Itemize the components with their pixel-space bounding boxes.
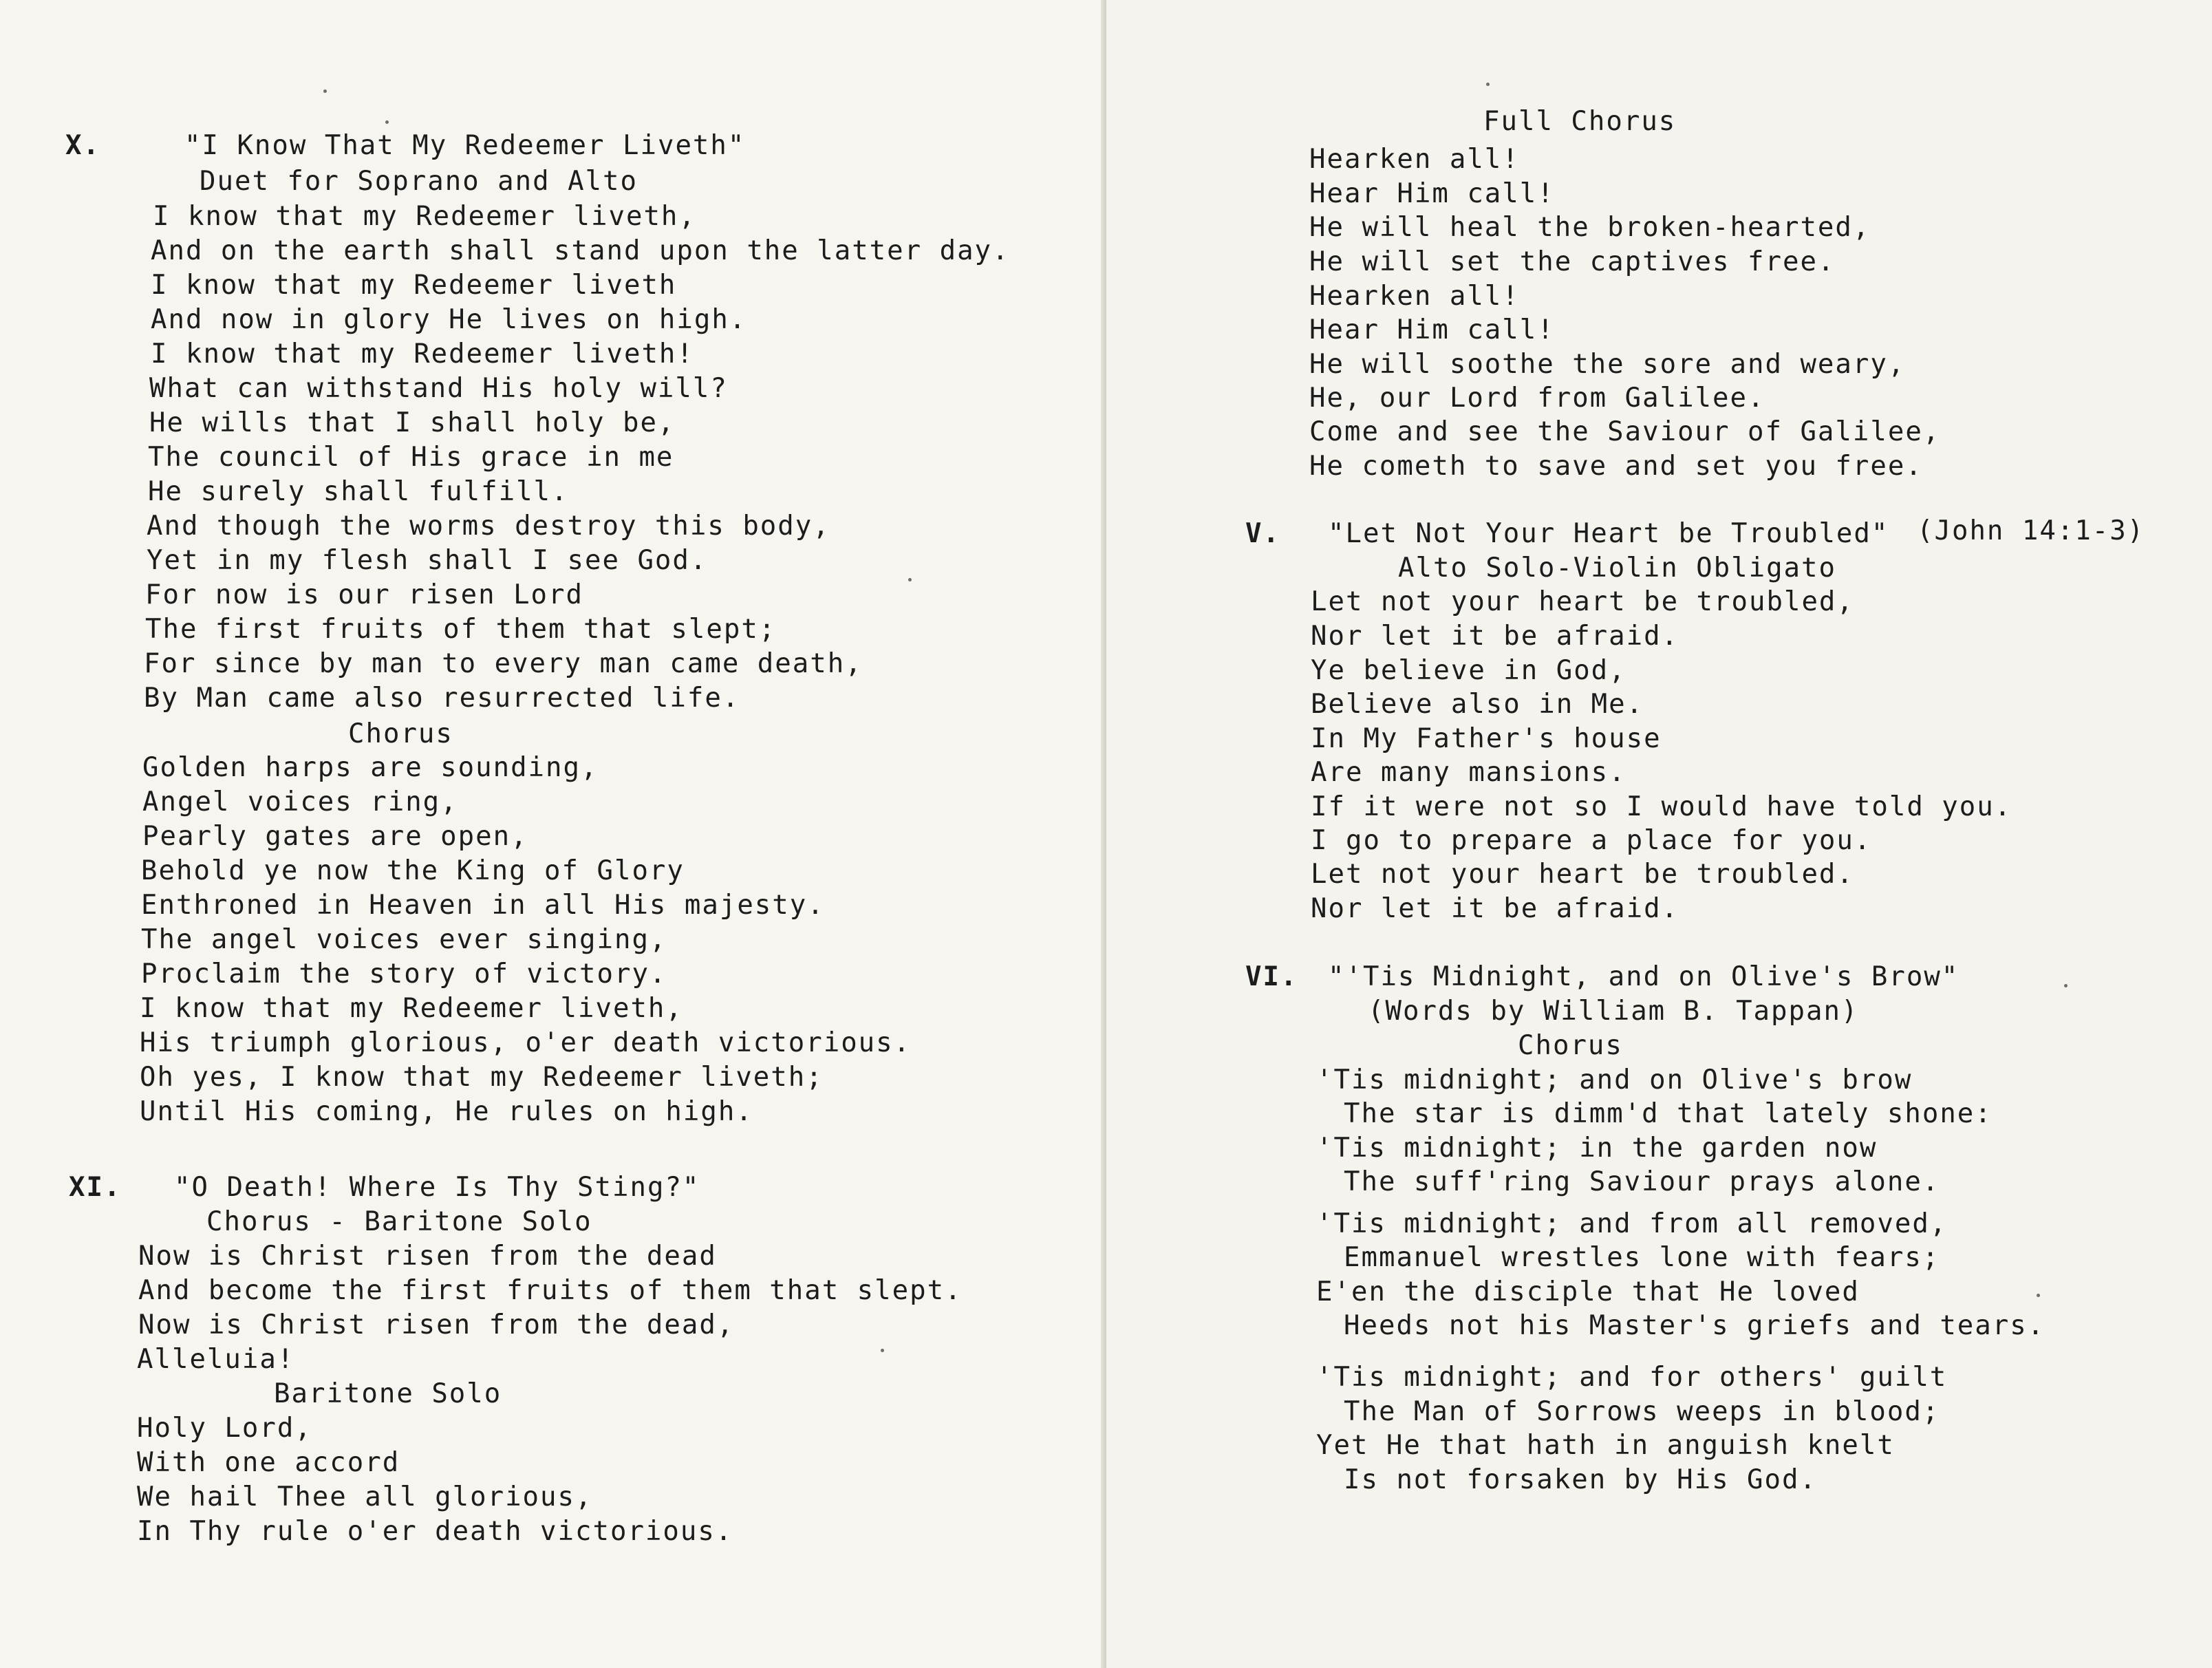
section-title: "O Death! Where Is Thy Sting?" (174, 1172, 700, 1203)
ink-speck (881, 1349, 884, 1352)
lyric-line: Yet in my flesh shall I see God. (147, 545, 708, 576)
lyric-line: For since by man to every man came death, (144, 648, 863, 679)
lyric-line: The angel voices ever singing, (141, 924, 667, 955)
lyric-line: We hail Thee all glorious, (137, 1482, 593, 1512)
words-credit: (Words by William B. Tappan) (1368, 996, 1859, 1027)
lyric-line: I know that my Redeemer liveth, (140, 993, 683, 1024)
lyric-line: He cometh to save and set you free. (1309, 451, 1923, 482)
lyric-line: And now in glory He lives on high. (151, 304, 747, 335)
section-title: "I Know That My Redeemer Liveth" (184, 130, 746, 161)
lyric-line: Hearken all! (1309, 281, 1520, 312)
section-number: XI. (69, 1172, 122, 1203)
lyric-line: Angel voices ring, (142, 787, 458, 817)
right-page (1106, 0, 2212, 1668)
lyric-line: By Man came also resurrected life. (144, 683, 740, 714)
lyric-line: The Man of Sorrows weeps in blood; (1344, 1396, 1940, 1427)
lyric-line: Heeds not his Master's griefs and tears. (1344, 1310, 2045, 1341)
lyric-line: In Thy rule o'er death victorious. (137, 1516, 733, 1547)
lyric-line: Are many mansions. (1311, 757, 1626, 788)
lyric-line: Now is Christ risen from the dead, (138, 1309, 735, 1340)
section-subtitle: Alto Solo-Violin Obligato (1398, 553, 1836, 584)
lyric-line: Behold ye now the King of Glory (141, 855, 685, 886)
lyric-line: If it were not so I would have told you. (1311, 791, 2012, 822)
section-subtitle: Chorus - Baritone Solo (206, 1206, 592, 1237)
lyric-line: Is not forsaken by His God. (1344, 1464, 1817, 1495)
lyric-line: The suff'ring Saviour prays alone. (1344, 1166, 1940, 1197)
lyric-line: Yet He that hath in anguish knelt (1316, 1430, 1895, 1461)
section-subtitle: Duet for Soprano and Alto (200, 166, 638, 197)
lyric-line: Alleluia! (137, 1344, 295, 1375)
lyric-line: Enthroned in Heaven in all His majesty. (141, 890, 825, 921)
section-subtitle: Chorus (1518, 1030, 1623, 1061)
lyric-line: For now is our risen Lord (145, 579, 583, 610)
lyric-line: I know that my Redeemer liveth! (151, 339, 694, 370)
lyric-line: And though the worms destroy this body, (147, 511, 830, 542)
lyric-line: Holy Lord, (137, 1413, 312, 1444)
lyric-line: Nor let it be afraid. (1311, 621, 1679, 652)
lyric-line: His triumph glorious, o'er death victorious. (140, 1027, 912, 1058)
lyric-line: He will heal the broken-hearted, (1309, 212, 1871, 243)
lyric-line: Pearly gates are open, (142, 821, 528, 852)
lyric-line: Emmanuel wrestles lone with fears; (1344, 1242, 1940, 1273)
section-number: X. (65, 130, 100, 161)
chorus-heading: Chorus (348, 718, 453, 749)
lyric-line: Hear Him call! (1309, 178, 1555, 209)
ink-speck (908, 578, 912, 581)
lyric-line: E'en the disciple that He loved (1316, 1276, 1860, 1307)
lyric-line: In My Father's house (1311, 723, 1662, 754)
lyric-line: And become the first fruits of them that slept. (138, 1275, 963, 1306)
lyric-line: 'Tis midnight; and for others' guilt (1316, 1362, 1948, 1393)
ink-speck (2064, 984, 2068, 987)
lyric-line: Proclaim the story of victory. (141, 959, 667, 990)
lyric-line: I know that my Redeemer liveth, (153, 201, 696, 232)
lyric-line: Let not your heart be troubled, (1311, 586, 1854, 617)
lyric-line: 'Tis midnight; in the garden now (1316, 1133, 1878, 1164)
lyric-line: 'Tis midnight; and on Olive's brow (1316, 1065, 1913, 1095)
section-number: V. (1245, 518, 1280, 549)
lyric-line: Ye believe in God, (1311, 655, 1626, 686)
lyric-line: The star is dimm'd that lately shone: (1344, 1098, 1993, 1129)
lyric-line: With one accord (137, 1447, 400, 1478)
lyric-line: The first fruits of them that slept; (145, 614, 777, 645)
chorus-heading: Full Chorus (1483, 106, 1677, 137)
lyric-line: Hear Him call! (1309, 314, 1555, 345)
lyric-line: I know that my Redeemer liveth (151, 270, 677, 301)
lyric-line: He will set the captives free. (1309, 246, 1836, 277)
lyric-line: The council of His grace in me (148, 442, 674, 473)
solo-heading: Baritone Solo (274, 1378, 502, 1409)
ink-speck (323, 89, 327, 93)
lyric-line: He surely shall fulfill. (148, 476, 569, 507)
lyric-line: Let not your heart be troubled. (1311, 859, 1854, 890)
section-title: "'Tis Midnight, and on Olive's Brow" (1328, 961, 1959, 992)
lyric-line: Now is Christ risen from the dead (138, 1241, 717, 1272)
lyric-line: And on the earth shall stand upon the latter day. (151, 235, 1010, 266)
ink-speck (385, 120, 389, 124)
lyric-line: He will soothe the sore and weary, (1309, 349, 1906, 380)
lyric-line: He, our Lord from Galilee. (1309, 383, 1765, 414)
lyric-line: Golden harps are sounding, (142, 752, 599, 783)
scripture-reference: (John 14:1-3) (1917, 515, 2145, 546)
lyric-line: I go to prepare a place for you. (1311, 825, 1872, 856)
lyric-line: Come and see the Saviour of Galilee, (1309, 416, 1941, 447)
section-title: "Let Not Your Heart be Troubled" (1328, 518, 1889, 549)
lyric-line: Nor let it be afraid. (1311, 893, 1679, 924)
lyric-line: Hearken all! (1309, 144, 1520, 175)
section-number: VI. (1245, 961, 1298, 992)
ink-speck (2037, 1294, 2040, 1297)
lyric-line: Believe also in Me. (1311, 689, 1644, 720)
lyric-line: Oh yes, I know that my Redeemer liveth; (140, 1062, 824, 1093)
lyric-line: He wills that I shall holy be, (149, 407, 676, 438)
lyric-line: Until His coming, He rules on high. (140, 1096, 753, 1127)
lyric-line: 'Tis midnight; and from all removed, (1316, 1208, 1948, 1239)
ink-speck (1486, 83, 1490, 86)
lyric-line: What can withstand His holy will? (149, 373, 728, 404)
